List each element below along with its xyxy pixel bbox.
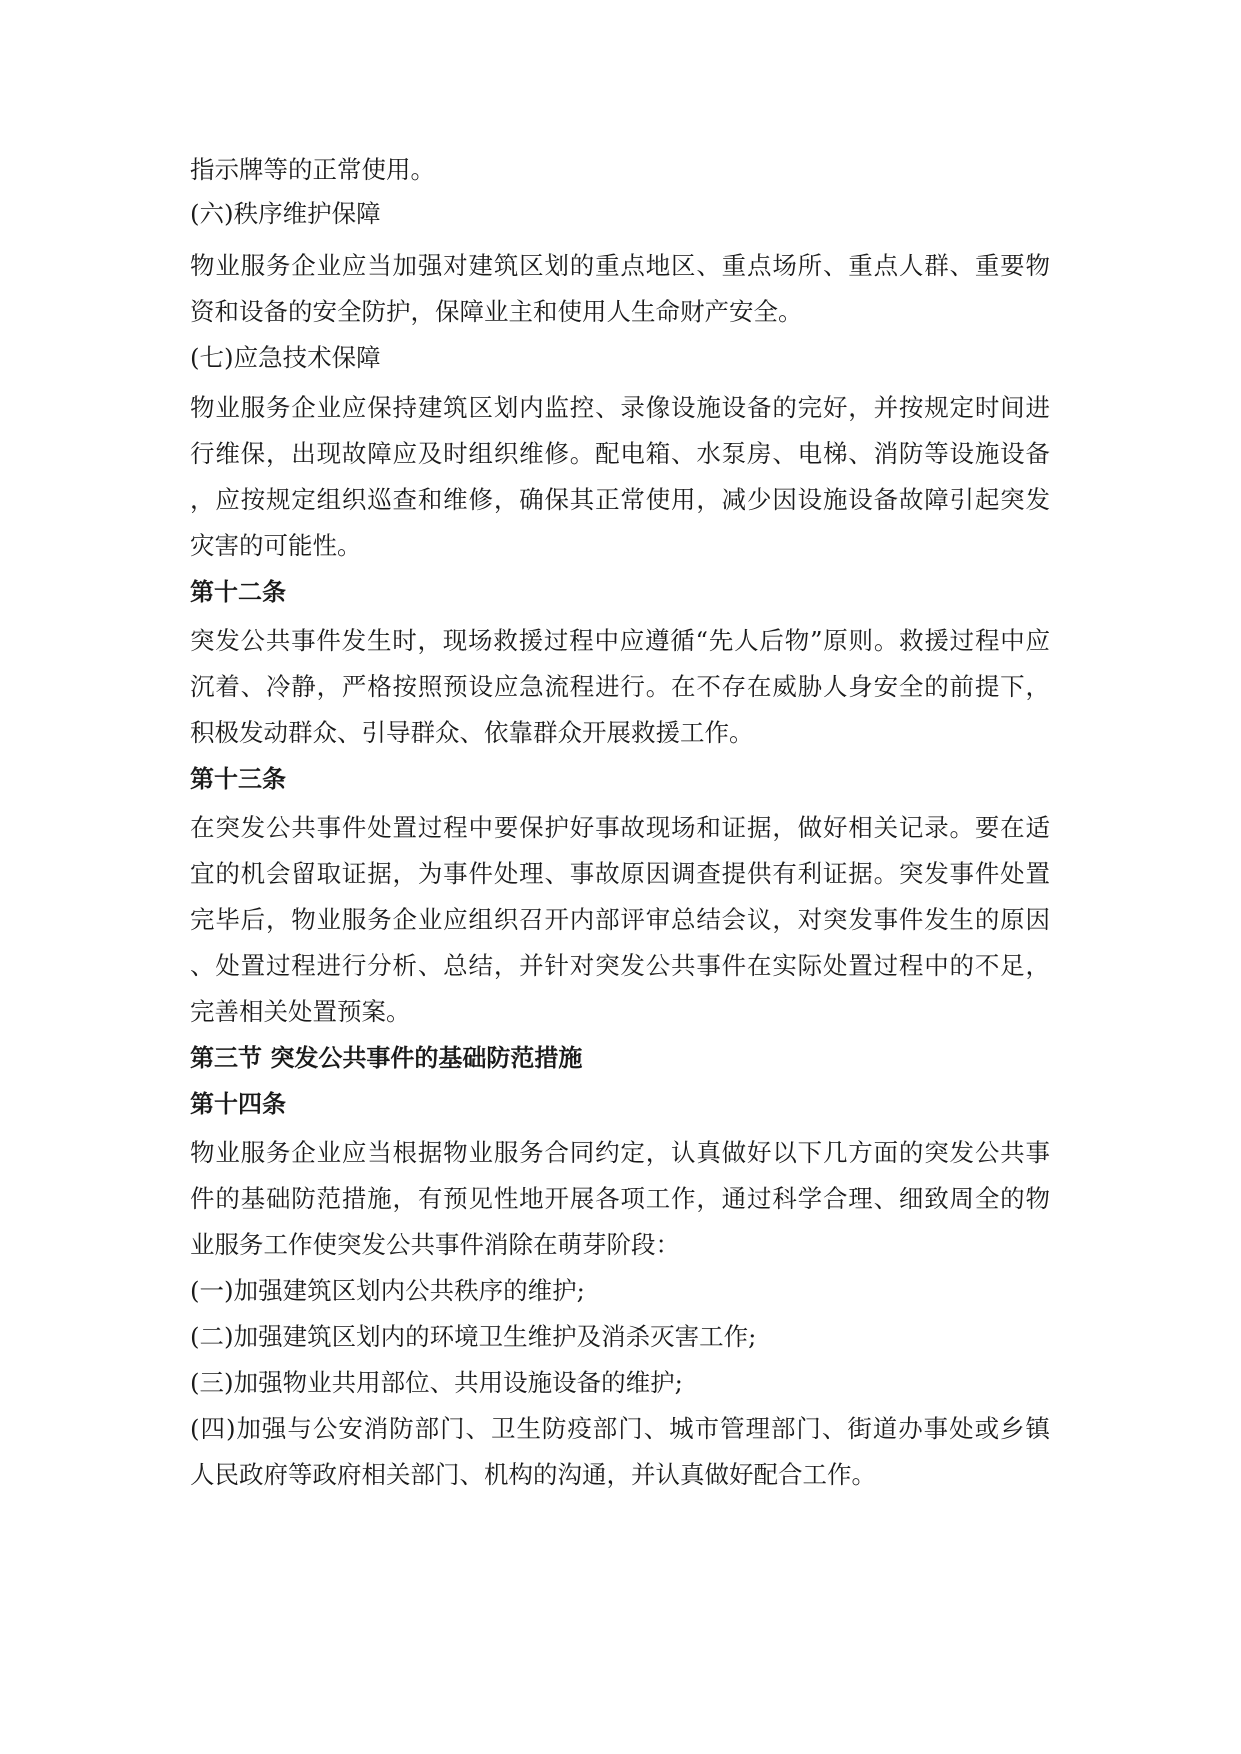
paragraph-line: 人民政府等政府相关部门、机构的沟通，并认真做好配合工作。 <box>190 1460 876 1489</box>
section-subheading: (七)应急技术保障 <box>190 343 381 372</box>
paragraph-line: 行维保，出现故障应及时组织维修。配电箱、水泵房、电梯、消防等设施设备 <box>190 439 1050 468</box>
paragraph-line: 完毕后，物业服务企业应组织召开内部评审总结会议，对突发事件发生的原因 <box>190 905 1050 934</box>
paragraph-line: 业服务工作使突发公共事件消除在萌芽阶段： <box>190 1230 680 1259</box>
paragraph-line: 灾害的可能性。 <box>190 531 362 560</box>
paragraph-line: 突发公共事件发生时，现场救援过程中应遵循“先人后物”原则。救援过程中应 <box>190 626 1050 655</box>
article-heading: 第十四条 <box>190 1090 286 1118</box>
paragraph-line: 指示牌等的正常使用。 <box>190 155 435 184</box>
list-item: (四)加强与公安消防部门、卫生防疫部门、城市管理部门、街道办事处或乡镇 <box>190 1414 1050 1443</box>
paragraph-line: 件的基础防范措施，有预见性地开展各项工作，通过科学合理、细致周全的物 <box>190 1184 1050 1213</box>
paragraph-line: 沉着、冷静，严格按照预设应急流程进行。在不存在威胁人身安全的前提下， <box>190 672 1050 701</box>
paragraph-line: 物业服务企业应保持建筑区划内监控、录像设施设备的完好，并按规定时间进 <box>190 393 1050 422</box>
paragraph-line: 积极发动群众、引导群众、依靠群众开展救援工作。 <box>190 718 754 747</box>
paragraph-line: 物业服务企业应当加强对建筑区划的重点地区、重点场所、重点人群、重要物 <box>190 251 1050 280</box>
paragraph-line: 宜的机会留取证据，为事件处理、事故原因调查提供有利证据。突发事件处置 <box>190 859 1050 888</box>
paragraph-line: 资和设备的安全防护，保障业主和使用人生命财产安全。 <box>190 297 803 326</box>
section-subheading: (六)秩序维护保障 <box>190 199 381 228</box>
paragraph-line: ，应按规定组织巡查和维修，确保其正常使用，减少因设施设备故障引起突发 <box>190 485 1050 514</box>
paragraph-line: 在突发公共事件处置过程中要保护好事故现场和证据，做好相关记录。要在适 <box>190 813 1050 842</box>
list-item: (三)加强物业共用部位、共用设施设备的维护; <box>190 1368 683 1397</box>
section-heading: 第三节 突发公共事件的基础防范措施 <box>190 1044 583 1072</box>
article-heading: 第十二条 <box>190 578 286 606</box>
paragraph-line: 、处置过程进行分析、总结，并针对突发公共事件在实际处置过程中的不足， <box>190 951 1050 980</box>
paragraph-line: 物业服务企业应当根据物业服务合同约定，认真做好以下几方面的突发公共事 <box>190 1138 1050 1167</box>
list-item: (二)加强建筑区划内的环境卫生维护及消杀灭害工作; <box>190 1322 757 1351</box>
paragraph-line: 完善相关处置预案。 <box>190 997 411 1026</box>
article-heading: 第十三条 <box>190 765 286 793</box>
list-item: (一)加强建筑区划内公共秩序的维护; <box>190 1276 585 1305</box>
